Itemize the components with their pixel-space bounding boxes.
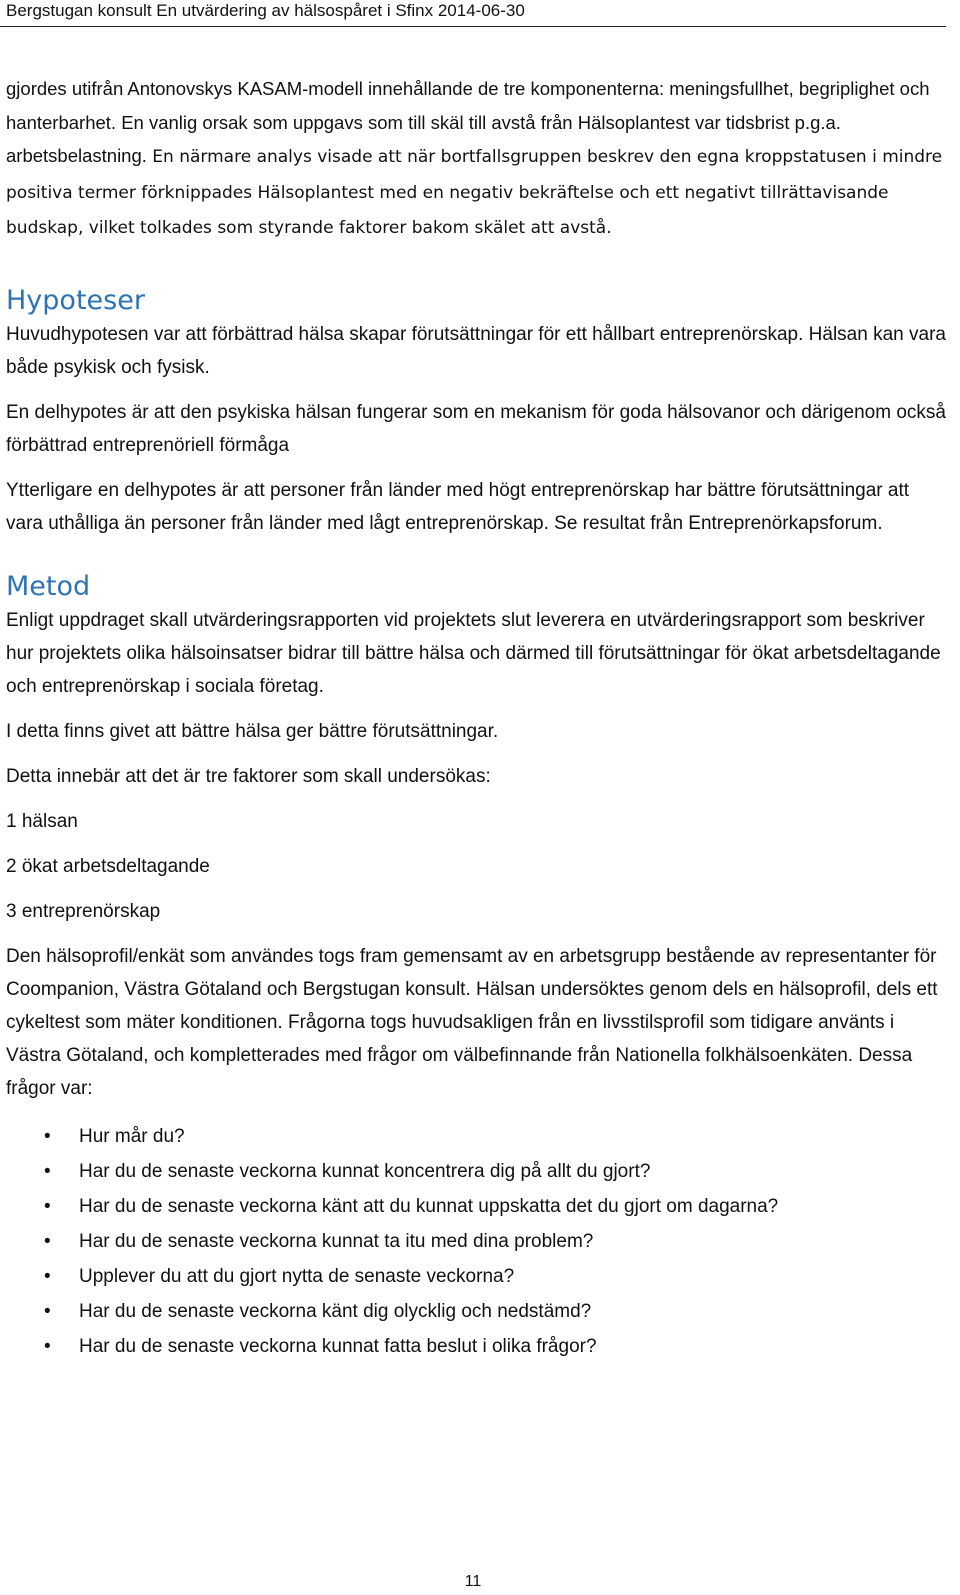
list-item: • Har du de senaste veckorna kunnat koncentrera dig på allt du gjort? — [6, 1154, 946, 1189]
hypoteser-paragraph-2: En delhypotes är att den psykiska hälsan fungerar som en mekanism för goda hälsovanor och därigenom också förbättrad entreprenöriell förmåga — [6, 401, 946, 456]
metod-list-item-3: 3 entreprenörskap — [6, 900, 161, 922]
intro-text-part2: En närmare analys visade att när bortfallsgruppen beskrev den egna kroppstatusen i mindre positiva termer förknippades Hälsoplantest med en negativ bekräftelse och ett negativt tillrättavisande budskap, vilket tolkades som styrande faktorer bakom skälet att avstå. — [6, 147, 943, 238]
list-item: • Upplever du att du gjort nytta de senaste veckorna? — [6, 1259, 946, 1294]
questions-list — [6, 1119, 946, 1364]
intro-text-part1: gjordes utifrån Antonovskys KASAM-modell innehållande de tre komponenterna: meningsfullhet, begriplighet och hanterbarhet. En vanlig orsak som uppgavs som till skäl till avstå från Hälsoplantest var tidsbrist p.g.a. arbetsbelastning. — [6, 78, 930, 166]
metod-paragraph-3: Detta innebär att det är tre faktorer som skall undersökas: — [6, 765, 491, 787]
list-item: • Hur mår du? — [6, 1119, 946, 1154]
bullet-icon: • — [44, 1265, 51, 1287]
bullet-icon: • — [44, 1300, 51, 1322]
hypoteser-paragraph-3: Ytterligare en delhypotes är att personer från länder med högt entreprenörskap har bättre förutsättningar att vara uthålliga än personer från länder med lågt entreprenörskap. Se resultat från Entreprenörkapsforum. — [6, 479, 910, 534]
bullet-icon: • — [44, 1335, 51, 1357]
metod-paragraph-4: Den hälsoprofil/enkät som användes togs fram gemensamt av en arbetsgrupp bestående av representanter för Coompanion, Västra Götaland och Bergstugan konsult. Hälsan undersöktes genom dels en hälsoprofil, dels ett cykeltest som mäter konditionen. Frågorna togs huvudsakligen från en livsstilsprofil som tidigare använts i Västra Götaland, och kompletterades med frågor om välbefinnande från Nationella folkhälsoenkäten. Dessa frågor var: — [6, 945, 938, 1099]
page-number: 11 — [464, 1573, 482, 1590]
metod-heading: Metod — [6, 570, 91, 602]
document-body — [6, 72, 946, 1364]
bullet-icon: • — [44, 1230, 51, 1252]
hypoteser-paragraph-1: Huvudhypotesen var att förbättrad hälsa skapar förutsättningar för ett hållbart entreprenörskap. Hälsan kan vara både psykisk och fysisk. — [6, 323, 946, 378]
bullet-icon: • — [44, 1160, 51, 1182]
metod-paragraph-1: Enligt uppdraget skall utvärderingsrapporten vid projektets slut leverera en utvärderingsrapport som beskriver hur projektets olika hälsoinsatser bidrar till bättre hälsa och därmed till förutsättningar för ökat arbetsdeltagande och entreprenörskap i sociala företag. — [6, 609, 941, 697]
bullet-icon: • — [44, 1195, 51, 1217]
bullet-icon: • — [44, 1125, 51, 1147]
page-header: Bergstugan konsult En utvärdering av hälsospåret i Sfinx 2014-06-30 — [6, 1, 525, 20]
list-item: • Har du de senaste veckorna känt dig olycklig och nedstämd? — [6, 1294, 946, 1329]
list-item: • Har du de senaste veckorna känt att du kunnat uppskatta det du gjort om dagarna? — [6, 1189, 946, 1224]
list-item: • Har du de senaste veckorna kunnat ta itu med dina problem? — [6, 1224, 946, 1259]
hypoteser-heading: Hypoteser — [6, 284, 145, 316]
metod-list-item-1: 1 hälsan — [6, 810, 78, 832]
header-divider — [0, 26, 946, 27]
metod-list-item-2: 2 ökat arbetsdeltagande — [6, 855, 210, 877]
list-item: • Har du de senaste veckorna kunnat fatta beslut i olika frågor? — [6, 1329, 946, 1364]
metod-paragraph-2: I detta finns givet att bättre hälsa ger bättre förutsättningar. — [6, 720, 499, 742]
intro-paragraph — [6, 72, 946, 246]
